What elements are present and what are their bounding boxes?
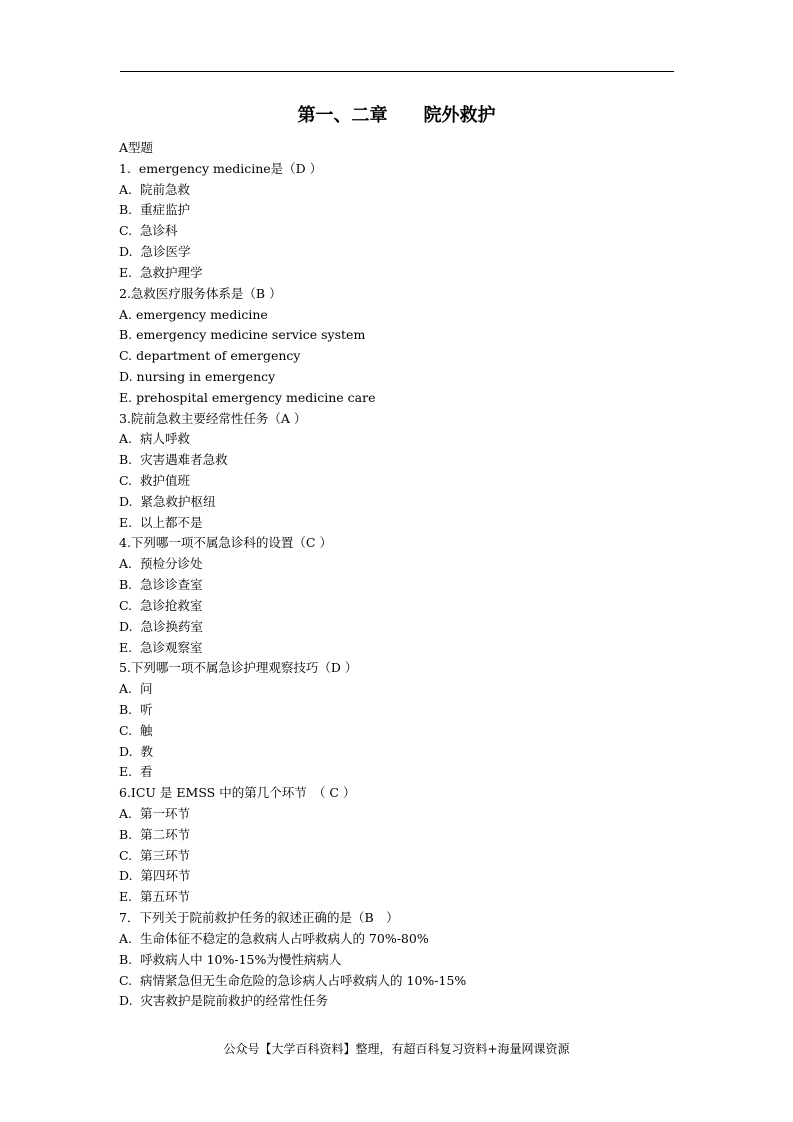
text-line: A. 生命体征不稳定的急救病人占呼救病人的 70%-80% [119,930,429,946]
text-line: E. 急救护理学 [119,264,203,280]
text-line: A型题 [119,140,154,155]
text-line: C. 急诊抢救室 [119,597,203,613]
text-line: A. 问 [119,681,153,697]
text-line: C. 第三环节 [119,847,191,863]
text-line: B. emergency medicine service system [119,327,366,343]
text-line: E. 急诊观察室 [119,639,203,655]
text-line: B. 第二环节 [119,826,191,842]
text-line: B. 听 [119,701,153,717]
text-line: D. 灾害救护是院前救护的经常性任务 [119,993,328,1009]
chapter-title: 第一、二章 院外救护 [297,105,496,126]
text-line: E. 第五环节 [119,889,191,905]
text-line: D. 教 [119,743,153,759]
text-line: A. 病人呼救 [119,431,190,447]
text-line: A. emergency medicine [119,306,268,322]
text-line: 2.急救医疗服务体系是（B ） [119,285,282,301]
text-line: 1. emergency medicine是（D ） [119,160,323,176]
text-line: D. 急诊医学 [119,244,191,260]
text-line: B. 急诊诊查室 [119,577,203,593]
text-line: D. 急诊换药室 [119,618,203,634]
header-rule [120,71,674,72]
text-line: B. 呼救病人中 10%-15%为慢性病病人 [119,951,342,967]
question-list [119,138,679,1012]
text-line: C. 急诊科 [119,223,178,239]
text-line: 6.ICU 是 EMSS 中的第几个环节 （ C ） [119,785,356,801]
text-line: C. 救护值班 [119,473,191,488]
text-line: 4.下列哪一项不属急诊科的设置（C ） [119,535,332,551]
text-line: A. 预检分诊处 [119,556,203,572]
text-line: E. 以上都不是 [119,514,203,530]
text-line: C. 病情紧急但无生命危险的急诊病人占呼救病人的 10%-15% [119,972,467,988]
text-line: D. 第四环节 [119,868,191,884]
text-line: 7．下列关于院前救护任务的叙述正确的是（B ） [119,910,399,926]
text-line: B. 重症监护 [119,202,191,218]
text-line: C. 触 [119,722,153,738]
text-line: 3.院前急救主要经常性任务（A ） [119,410,307,426]
text-line: A. 第一环节 [119,806,190,821]
text-line: E. 看 [119,764,153,780]
page-footer: 公众号【大学百科资料】整理，有超百科复习资料+海量网课资源 [223,1042,570,1056]
text-line: B. 灾害遇难者急救 [119,452,228,468]
text-line: A. 院前急救 [119,181,190,197]
text-line: D. 紧急救护枢纽 [119,493,216,509]
text-line: E. prehospital emergency medicine care [119,389,376,405]
text-line: 5.下列哪一项不属急诊护理观察技巧（D ） [119,660,358,676]
text-line: C. department of emergency [119,348,301,364]
text-line: D. nursing in emergency [119,368,276,384]
